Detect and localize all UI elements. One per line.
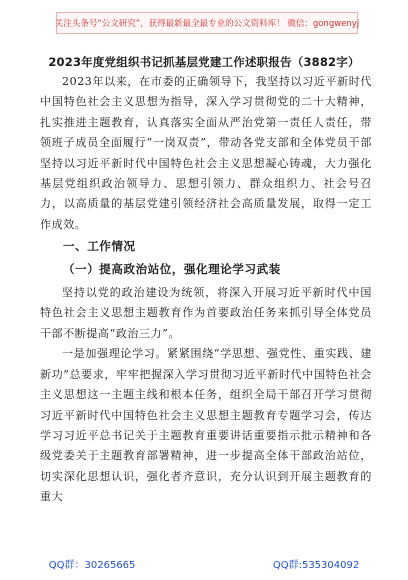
footer-contact <box>0 556 408 571</box>
body-paragraph-2: 坚持以党的政治建设为统领，将深入开展习近平新时代中国特色社会主义思想主题教育作为首要政治任务来抓引导全体党员干部不断提高“政治三力”。 <box>40 286 372 340</box>
section-heading: 一、工作情况 <box>63 239 136 254</box>
promo-banner <box>56 12 358 34</box>
intro-paragraph: 2023年以来，在市委的正确领导下，我坚持以习近平新时代中国特色社会主义思想为指导，深入学习贯彻党的二十大精神，扎实推进主题教育，认真落实全面从严治党第一责任人责任，带领班子成员全面履行“一岗双责”，带动各党支部和全体党员干部坚持以习近平新时代中国特色社会主义思想凝心铸魂，大力强化基层党组织政治领导力、思想引领力、群众组织力、社会号召力，以高质量的基层党建引领经济社会高质量发展，取得一定工作成效。 <box>40 75 372 231</box>
promo-banner-text: 关注头条号“公文研究”，获得最新最全最专业的公文资料库！ 微信：gongwenyj <box>54 19 360 29</box>
footer-qq-group-2: QQ群:535304092 <box>272 560 360 571</box>
document-body <box>40 72 372 508</box>
document-title: 2023年度党组织书记抓基层党建工作述职报告（3882字） <box>48 55 360 69</box>
body-paragraph-3: 一是加强理论学习。紧紧围绕“学思想、强党性、重实践、建新功”总要求，牢牢把握深入学习贯彻习近平新时代中国特色社会主义思想这一主题主线和根本任务，组织全局干部召开学习贯彻习近平新时代中国特色社会主义思想主题教育专题学习会，传达学习习近平总书记关于主题教育重要讲话重要指示批示精神和各级党委关于主题教育部署精神，进一步提高全体干部政治站位，切实深化思想认识，强化者齐意识，充分认识到开展主题教育的重大 <box>40 347 372 504</box>
subsection-heading: （一）提高政治站位，强化理论学习武装 <box>63 261 281 276</box>
footer-qq-group-1: QQ群：30265665 <box>48 560 136 571</box>
